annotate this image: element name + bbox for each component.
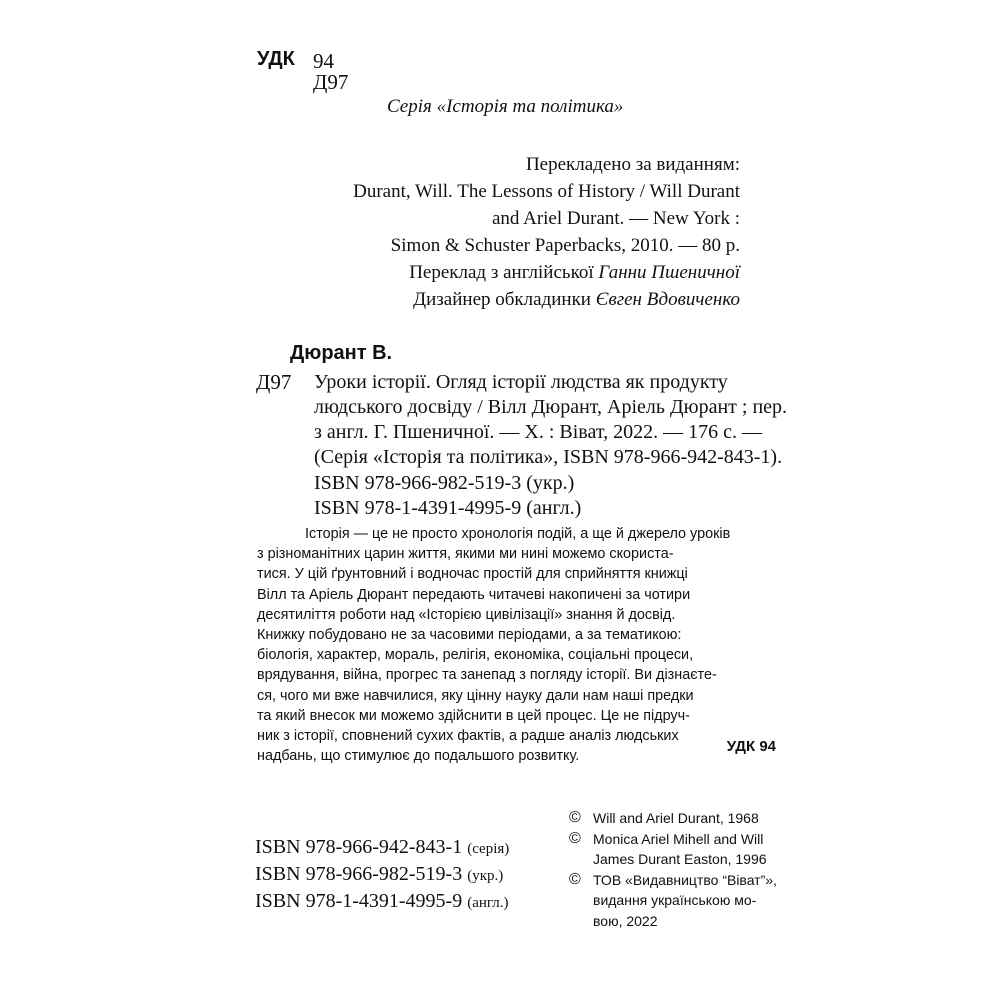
annotation-line: з різноманітних царин життя, якими ми нині можемо скориста-: [257, 546, 674, 563]
annotation-line: врядування, війна, прогрес та занепад з погляду історії. Ви дізнаєте-: [257, 667, 717, 684]
original-edition-line: Durant, Will. The Lessons of History / Will Durant: [353, 181, 740, 202]
isbn-suffix: (укр.): [467, 868, 504, 884]
catalog-line: з англ. Г. Пшеничної. — Х. : Віват, 2022. — 176 с. —: [314, 421, 762, 443]
catalog-line: людського досвіду / Вілл Дюрант, Аріель Дюрант ; пер.: [314, 396, 788, 418]
series-title: Серія «Історія та політика»: [387, 96, 624, 117]
copyright-entry: [569, 808, 777, 829]
annotation-line: десятиліття роботи над «Історією цивілізації» знання й досвід.: [257, 606, 676, 623]
designer-name: Євген Вдовиченко: [595, 289, 740, 310]
udk-number: 94: [313, 49, 334, 73]
catalog-isbn-list: [314, 471, 581, 521]
translated-heading: Перекладено за виданням:: [525, 154, 740, 175]
author-code: Д97: [313, 70, 349, 94]
copyright-line: ТОВ «Видавництво “Віват”»,: [593, 871, 777, 888]
isbn-number: ISBN 978-966-942-843-1: [255, 836, 463, 858]
annotation-line: ся, чого ми вже навчилися, яку цінну науку дали нам наші предки: [257, 687, 694, 704]
translator-name: Ганни Пшеничної: [598, 262, 740, 283]
annotation-line: ник з історії, сповнений сухих фактів, а радше аналіз людських: [257, 728, 679, 745]
catalog-author: Дюрант В.: [290, 342, 393, 364]
isbn-suffix: (серія): [467, 841, 510, 857]
original-edition-line: Simon & Schuster Paperbacks, 2010. — 80 p.: [390, 235, 740, 256]
catalog-isbn: ISBN 978-966-982-519-3 (укр.): [314, 472, 575, 494]
copyright-line: вою, 2022: [593, 912, 658, 929]
udk-label: УДК: [257, 48, 295, 70]
isbn-footer: [255, 835, 509, 916]
isbn-suffix: (англ.): [467, 895, 509, 911]
catalog-code: Д97: [256, 370, 292, 394]
translator-line: [353, 259, 740, 286]
designer-line: [353, 286, 740, 313]
annotation-line: Книжку побудовано не за часовими періодами, а за тематикою:: [257, 627, 682, 644]
isbn-number: ISBN 978-1-4391-4995-9: [255, 890, 463, 912]
copyright-line: Will and Ariel Durant, 1968: [593, 810, 759, 826]
copyright-line: James Durant Easton, 1996: [593, 851, 767, 867]
translator-prefix: Переклад з англійської: [409, 262, 594, 283]
translation-info: [353, 151, 740, 313]
annotation-line: та який внесок ми можемо здійснити в цей процес. Це не підруч-: [257, 707, 690, 724]
annotation-line: Історія — це не просто хронологія подій, а ще й джерело уроків: [305, 526, 731, 542]
isbn-number: ISBN 978-966-982-519-3: [255, 863, 463, 885]
copyright-symbol: ©: [569, 870, 581, 888]
catalog-line: (Серія «Історія та політика», ISBN 978-966-942-843-1).: [314, 446, 783, 468]
isbn-footer-row: [255, 862, 509, 889]
catalog-line: Уроки історії. Огляд історії людства як продукту: [314, 371, 728, 393]
copyright-symbol: ©: [569, 829, 581, 847]
original-edition-line: and Ariel Durant. — New York :: [491, 208, 740, 229]
annotation-line: Вілл та Аріель Дюрант передають читачеві накопичені за чотири: [257, 586, 691, 603]
copyright-symbol: ©: [569, 809, 581, 826]
annotation-line: біологія, характер, мораль, релігія, економіка, соціальні процеси,: [257, 647, 694, 664]
copyright-entry: [569, 870, 777, 932]
isbn-footer-row: [255, 835, 509, 862]
catalog-description: [314, 370, 788, 470]
annotation-udk: УДК 94: [726, 738, 776, 755]
copyright-line: Monica Ariel Mihell and Will: [593, 830, 764, 847]
isbn-footer-row: [255, 889, 509, 916]
copyright-line: видання українською мо-: [593, 892, 757, 908]
catalog-isbn: ISBN 978-1-4391-4995-9 (англ.): [314, 497, 582, 519]
annotation: [257, 524, 775, 766]
annotation-line: надбань, що стимулює до подальшого розвитку.: [257, 748, 580, 765]
copyright-block: [569, 808, 777, 931]
designer-prefix: Дизайнер обкладинки: [413, 289, 591, 310]
copyright-entry: [569, 829, 777, 870]
annotation-line: тися. У цій ґрунтовний і водночас простій для сприйняття книжці: [257, 566, 688, 583]
